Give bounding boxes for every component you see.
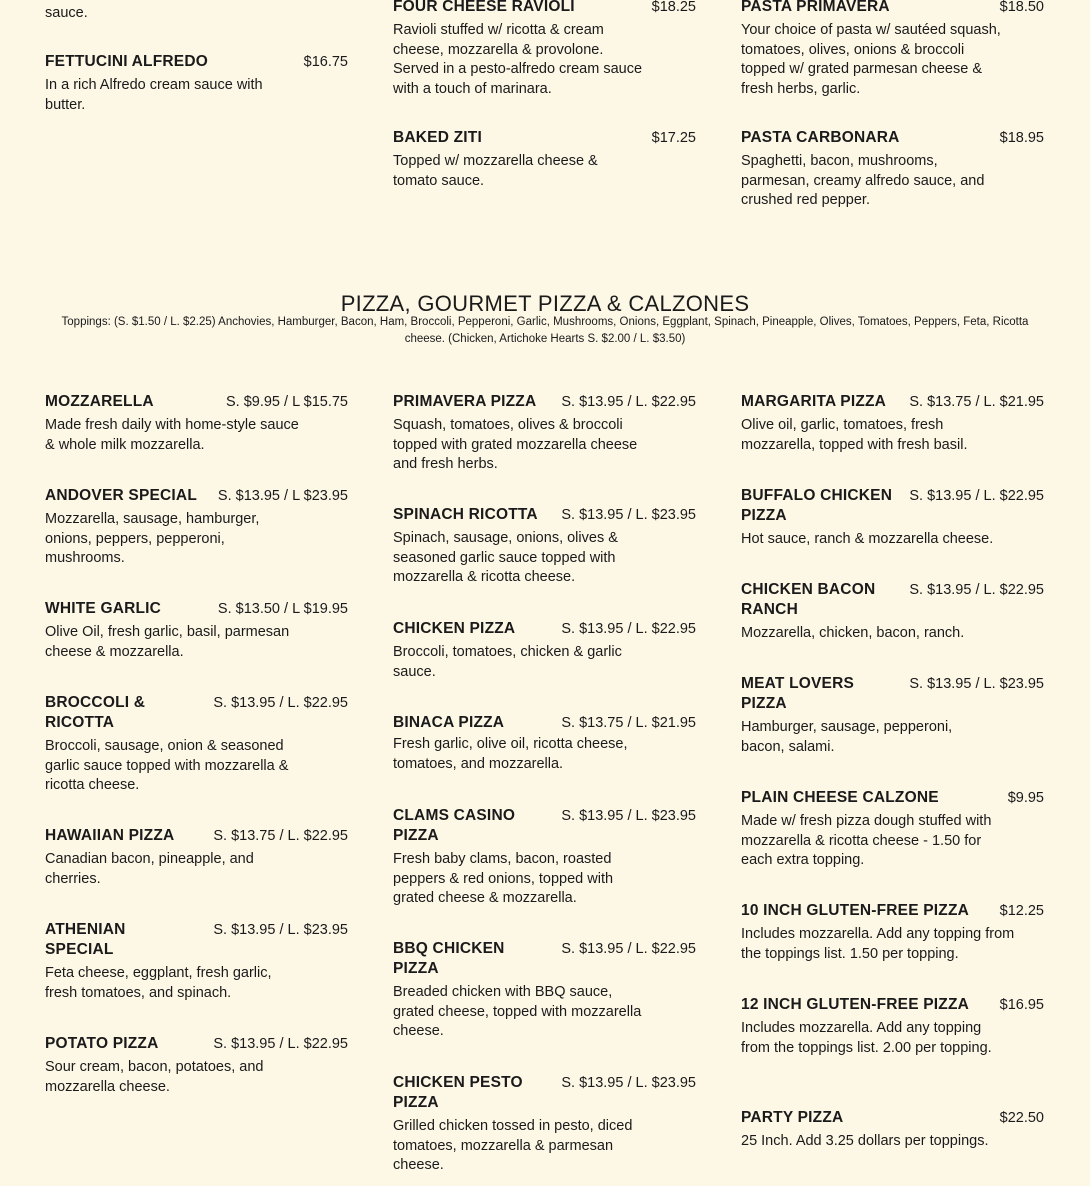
item-price: $16.95 — [999, 997, 1044, 1013]
item-price: $17.25 — [651, 130, 696, 146]
item-name: CHICKEN PIZZA — [393, 620, 516, 637]
item-name: FETTUCINI ALFREDO — [45, 53, 208, 70]
item-price: S. $13.95 / L. $23.95 — [909, 676, 1044, 692]
item-description: Includes mozzarella. Add any topping from the toppings list. 1.50 per topping. — [741, 926, 1015, 962]
item-name: MOZZARELLA — [45, 393, 154, 410]
item-name: CHICKEN BACON RANCH — [741, 581, 876, 618]
item-price: S. $13.95 / L. $23.95 — [561, 507, 696, 523]
item-price: S. $13.95 / L. $22.95 — [213, 1036, 348, 1052]
item-price: S. $13.95 / L. $22.95 — [213, 695, 348, 711]
item-description: Spinach, sausage, onions, olives & seasoned garlic sauce topped with mozzarella & ricotta cheese. — [393, 530, 618, 585]
item-price: S. $9.95 / L $15.75 — [225, 394, 348, 410]
item-description: Ravioli stuffed w/ ricotta & cream cheese, mozzarella & provolone. Served in a pesto-alfredo cream sauce with a touch of marinara. — [393, 22, 643, 97]
item-price: $18.50 — [999, 0, 1044, 15]
item-price: $18.25 — [651, 0, 696, 15]
item-name: ANDOVER SPECIAL — [45, 487, 197, 504]
item-name: FOUR CHEESE RAVIOLI — [393, 0, 575, 15]
menu-item — [45, 392, 348, 455]
item-name: PLAIN CHEESE CALZONE — [741, 789, 939, 806]
item-description: Olive Oil, fresh garlic, basil, parmesan cheese & mozzarella. — [45, 624, 290, 660]
menu-item — [45, 52, 348, 115]
item-price: S. $13.95 / L. $23.95 — [561, 808, 696, 824]
item-description: Breaded chicken with BBQ sauce, grated cheese, topped with mozzarella cheese. — [393, 984, 642, 1039]
menu-item — [45, 1034, 348, 1097]
item-price: S. $13.75 / L. $21.95 — [561, 715, 696, 731]
item-price: $16.75 — [303, 54, 348, 70]
item-description: 25 Inch. Add 3.25 dollars per toppings. — [741, 1133, 989, 1149]
item-description: In a rich Alfredo cream sauce with butter. — [45, 77, 263, 113]
item-description: Hamburger, sausage, pepperoni, bacon, salami. — [741, 719, 953, 755]
item-name: BROCCOLI & RICOTTA — [45, 694, 146, 731]
item-description: Topped w/ mozzarella cheese & tomato sauce. — [393, 153, 598, 189]
item-description: Sour cream, bacon, potatoes, and mozzarella cheese. — [45, 1059, 264, 1095]
partial-description: sauce. — [45, 5, 88, 21]
item-description: Mozzarella, sausage, hamburger, onions, peppers, pepperoni, mushrooms. — [45, 511, 260, 566]
menu-item — [45, 920, 348, 1003]
menu-item — [741, 1108, 1044, 1152]
item-price: S. $13.95 / L. $22.95 — [909, 488, 1044, 504]
menu-item — [741, 580, 1044, 644]
item-description: Feta cheese, eggplant, fresh garlic, fresh tomatoes, and spinach. — [45, 965, 272, 1001]
item-description: Canadian bacon, pineapple, and cherries. — [45, 851, 254, 887]
menu-item — [45, 599, 348, 662]
item-name: BUFFALO CHICKEN PIZZA — [741, 487, 893, 524]
menu-item — [741, 995, 1044, 1058]
item-name: BINACA PIZZA — [393, 714, 505, 731]
item-price: S. $13.95 / L. $22.95 — [909, 582, 1044, 598]
item-price: S. $13.95 / L. $22.95 — [561, 621, 696, 637]
item-description: Olive oil, garlic, tomatoes, fresh mozzarella, topped with fresh basil. — [741, 417, 968, 453]
item-price: $9.95 — [1007, 790, 1044, 806]
toppings-note: Toppings: (S. $1.50 / L. $2.25) Anchovies, Hamburger, Bacon, Ham, Broccoli, Pepperoni, Garlic, Mushrooms, Onions, Eggplant, Spinach, Pineapple, Olives, Tomatoes, Peppers, Feta, Ricotta cheese. (Chicken, Artichoke Hearts S. $2.00 / L. $3.50) — [61, 316, 1029, 345]
menu-item — [393, 128, 696, 191]
item-name: CHICKEN PESTO PIZZA — [393, 1074, 523, 1111]
item-name: BAKED ZITI — [393, 129, 482, 146]
item-description: Mozzarella, chicken, bacon, ranch. — [741, 625, 965, 641]
menu-item — [393, 505, 696, 588]
section-title: PIZZA, GOURMET PIZZA & CALZONES — [340, 291, 750, 316]
item-description: Hot sauce, ranch & mozzarella cheese. — [741, 531, 994, 547]
item-name: SPINACH RICOTTA — [393, 506, 538, 523]
item-price: S. $13.95 / L. $23.95 — [213, 922, 348, 938]
item-price: S. $13.95 / L. $23.95 — [561, 1075, 696, 1091]
item-name: 12 INCH GLUTEN-FREE PIZZA — [741, 996, 970, 1013]
item-price: $22.50 — [999, 1110, 1044, 1126]
item-name: CLAMS CASINO PIZZA — [393, 807, 516, 844]
item-description: Spaghetti, bacon, mushrooms, parmesan, creamy alfredo sauce, and crushed red pepper. — [741, 153, 985, 208]
item-name: MEAT LOVERS PIZZA — [741, 675, 855, 712]
menu-item — [741, 0, 1044, 99]
menu-item — [393, 806, 696, 909]
item-price: S. $13.95 / L. $22.95 — [561, 394, 696, 410]
item-description: Your choice of pasta w/ sautéed squash, tomatoes, olives, onions & broccoli topped w/ grated parmesan cheese & fresh herbs, garlic. — [741, 22, 1001, 97]
menu-item — [741, 788, 1044, 871]
menu-item — [741, 128, 1044, 211]
item-price: $12.25 — [999, 903, 1044, 919]
menu-item — [393, 713, 696, 774]
menu-item — [741, 486, 1044, 550]
item-name: ATHENIAN SPECIAL — [45, 921, 126, 958]
item-price: S. $13.75 / L. $22.95 — [213, 828, 348, 844]
menu-item — [741, 674, 1044, 757]
menu-item — [393, 939, 696, 1042]
item-price: S. $13.75 / L. $21.95 — [909, 394, 1044, 410]
item-description: Broccoli, tomatoes, chicken & garlic sauce. — [393, 644, 622, 680]
item-price: S. $13.95 / L $23.95 — [217, 488, 348, 504]
item-description: Squash, tomatoes, olives & broccoli topped with grated mozzarella cheese and fresh herbs. — [393, 417, 638, 472]
item-price: S. $13.50 / L $19.95 — [217, 601, 348, 617]
item-name: WHITE GARLIC — [45, 600, 162, 617]
item-description: Fresh baby clams, bacon, roasted peppers & red onions, topped with grated cheese & mozzarella. — [393, 851, 614, 906]
item-name: POTATO PIZZA — [45, 1035, 159, 1052]
menu-item — [393, 1073, 696, 1176]
item-description: Broccoli, sausage, onion & seasoned garlic sauce topped with mozzarella & ricotta cheese. — [45, 738, 289, 793]
menu-item — [45, 486, 348, 569]
item-name: PARTY PIZZA — [741, 1109, 844, 1126]
item-name: PRIMAVERA PIZZA — [393, 393, 537, 410]
item-name: BBQ CHICKEN PIZZA — [393, 940, 505, 977]
item-description: Fresh garlic, olive oil, ricotta cheese, tomatoes, and mozzarella. — [393, 736, 628, 772]
item-description: Grilled chicken tossed in pesto, diced tomatoes, mozzarella & parmesan cheese. — [393, 1118, 633, 1173]
item-name: MARGARITA PIZZA — [741, 393, 887, 410]
menu-item — [393, 392, 696, 475]
item-description: Made w/ fresh pizza dough stuffed with mozzarella & ricotta cheese - 1.50 for each extra topping. — [741, 813, 992, 868]
item-name: PASTA PRIMAVERA — [741, 0, 890, 15]
menu-item — [393, 619, 696, 682]
menu-item — [741, 901, 1044, 964]
menu-item — [45, 693, 348, 796]
menu-item — [45, 826, 348, 889]
item-price: S. $13.95 / L. $22.95 — [561, 941, 696, 957]
item-price: $18.95 — [999, 130, 1044, 146]
menu-item — [741, 392, 1044, 455]
item-description: Includes mozzarella. Add any topping from the toppings list. 2.00 per topping. — [741, 1020, 992, 1056]
item-name: PASTA CARBONARA — [741, 129, 900, 146]
item-name: 10 INCH GLUTEN-FREE PIZZA — [741, 902, 970, 919]
menu-item — [393, 0, 696, 99]
item-name: HAWAIIAN PIZZA — [45, 827, 175, 844]
item-description: Made fresh daily with home-style sauce & whole milk mozzarella. — [45, 417, 299, 453]
